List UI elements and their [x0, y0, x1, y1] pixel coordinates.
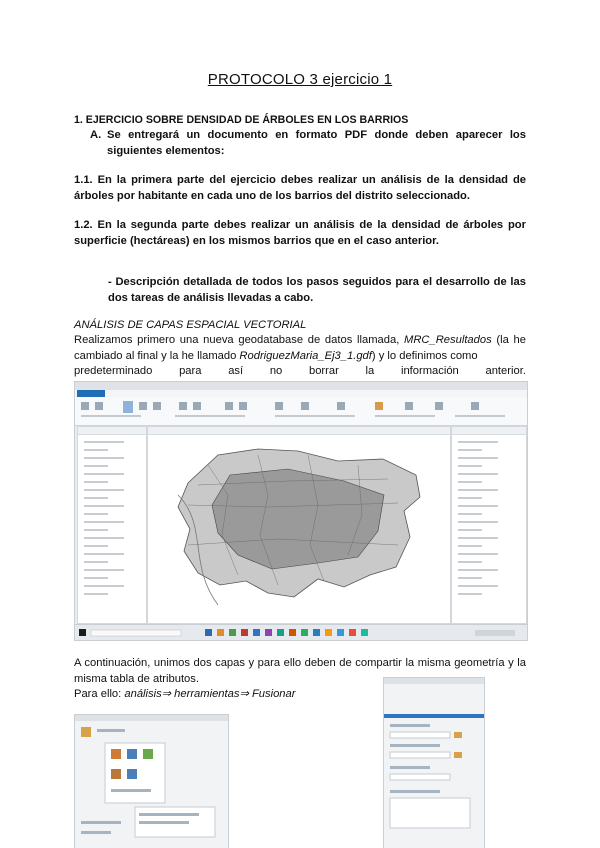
word: para — [179, 365, 202, 377]
geodatabase-paragraph-body: Realizamos primero una nueva geodatabase de datos llamada, MRC_Resultados (la he cambiado al final y la he llamado RodriguezMaria_Ej3_1.gdf) y lo definimos como — [74, 334, 526, 362]
app-titlebar — [75, 382, 527, 390]
geodatabase-paragraph-last-line — [74, 364, 526, 380]
taskbar-icons — [75, 625, 527, 641]
word: la — [365, 365, 375, 377]
ribbon-toolbar — [75, 397, 527, 426]
word: anterior. — [485, 365, 526, 377]
ribbon-active-tab — [77, 390, 105, 397]
section-heading: 1. EJERCICIO SOBRE DENSIDAD DE ÁRBOLES EN LOS BARRIOS — [74, 114, 409, 126]
contents-pane-header — [78, 427, 146, 435]
ribbon-icons — [75, 397, 527, 425]
contents-pane — [77, 426, 147, 624]
page-title: PROTOCOLO 3 ejercicio 1 — [207, 71, 393, 88]
merge-tool-screenshot — [383, 677, 485, 848]
word: no — [269, 365, 283, 377]
map-tab-strip — [148, 427, 450, 435]
windows-taskbar — [75, 624, 527, 641]
paragraph-1-1: 1.1. En la primera parte del ejercicio debes realizar un análisis de la densidad de árboles por habitante en cada uno de los barrios del distrito seleccionado. — [74, 174, 526, 202]
arcgis-screenshot — [74, 381, 528, 641]
subheading: ANÁLISIS DE CAPAS ESPACIAL VECTORIAL — [74, 319, 307, 331]
ribbon-tabs — [75, 390, 527, 397]
list-item-text: Se entregará un documento en formato PDF donde deben aparecer los siguientes elementos: — [107, 129, 526, 157]
steps-paragraph: Para ello: análisis⇒ herramientas⇒ Fusionar — [74, 688, 296, 700]
union-paragraph: A continuación, unimos dos capas y para ello deben de compartir la misma geometría y la misma tabla de atributos. — [74, 657, 526, 685]
catalog-pane — [451, 426, 527, 624]
district-map — [148, 435, 450, 624]
paragraph-1-2: 1.2. En la segunda parte debes realizar un análisis de la densidad de árboles por superficie (hectáreas) en los mismos barrios que en el caso anterior. — [74, 219, 526, 247]
geodatabase-paragraph — [74, 333, 526, 380]
catalog-pane-header — [452, 427, 526, 435]
geoprocessing-tools-screenshot — [74, 714, 229, 848]
merge-tool-pane-mock — [384, 718, 484, 848]
tools-menu-mock — [75, 721, 228, 848]
list-item-a — [90, 128, 526, 159]
word: así — [228, 365, 244, 377]
description-paragraph: - Descripción detallada de todos los pasos seguidos para el desarrollo de las dos tareas de análisis llevadas a cabo. — [108, 276, 526, 304]
word: predeterminado — [74, 365, 153, 377]
word: información — [400, 365, 459, 377]
map-view[interactable] — [147, 426, 451, 624]
list-item-label: A. — [90, 129, 102, 141]
word: borrar — [308, 365, 339, 377]
